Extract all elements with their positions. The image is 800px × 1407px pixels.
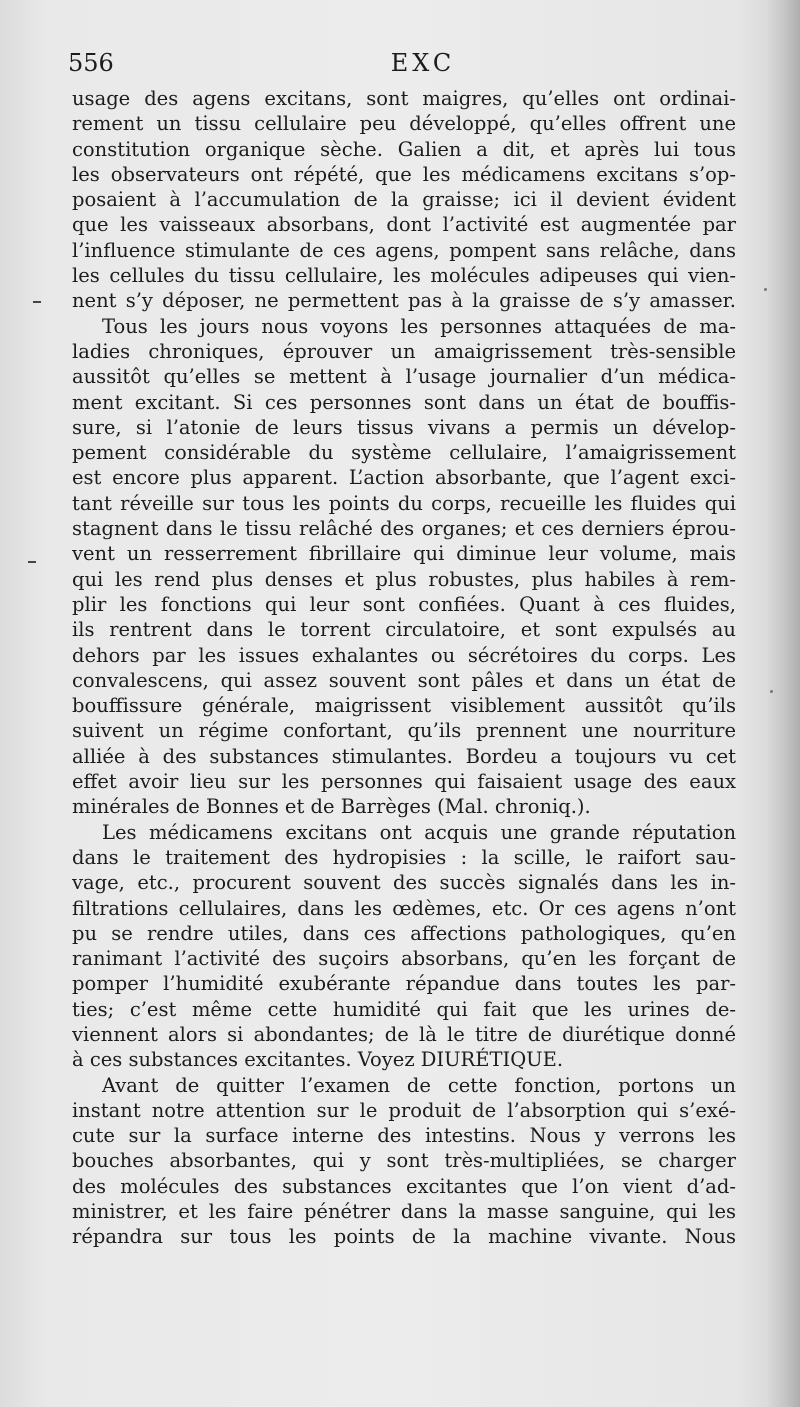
page-number: 556 <box>68 49 114 77</box>
text-line: dans le traitement des hydropisies : la scille, le raifort sau- <box>72 845 736 869</box>
text-line: les cellules du tissu cellulaire, les molécules adipeuses qui vien- <box>72 264 736 288</box>
running-head: EXC <box>390 49 456 77</box>
text-line: pomper l’humidité exubérante répandue dans toutes les par- <box>72 972 736 996</box>
text-line: plir les fonctions qui leur sont confiées. Quant à ces fluides, <box>72 592 736 616</box>
text-line: rement un tissu cellulaire peu développé, qu’elles offrent une <box>72 112 736 136</box>
text-line: stagnent dans le tissu relâché des organes; et ces derniers éprou- <box>72 517 736 541</box>
paragraph-last-line: à ces substances excitantes. Voyez DIURÉTIQUE. <box>72 1048 564 1072</box>
text-line: bouches absorbantes, qui y sont très-multipliées, se charger <box>72 1149 736 1173</box>
page-gutter-shadow <box>766 0 800 1407</box>
text-line: bouffissure générale, maigrissent visiblement aussitôt qu’ils <box>72 694 736 718</box>
text-line: pement considérable du système cellulaire, l’amaigrissement <box>72 441 736 465</box>
text-line: les observateurs ont répété, que les médicamens excitans s’op- <box>72 162 736 186</box>
body-text <box>72 86 736 1250</box>
text-line: est encore plus apparent. L’action absorbante, que l’agent exci- <box>72 466 736 490</box>
margin-mark <box>33 301 41 303</box>
text-line: convalescens, qui assez souvent sont pâles et dans un état de <box>72 668 736 692</box>
text-line: ladies chroniques, éprouver un amaigrissement très-sensible <box>72 339 736 363</box>
text-line: dehors par les issues exhalantes ou sécrétoires du corps. Les <box>72 643 736 667</box>
text-line: viennent alors si abondantes; de là le titre de diurétique donné <box>72 1022 736 1046</box>
text-line: ranimant l’activité des suçoirs absorbans, qu’en les forçant de <box>72 947 736 971</box>
paragraph-first-line: Les médicamens excitans ont acquis une grande réputation <box>102 820 736 844</box>
text-line: des molécules des substances excitantes que l’on vient d’ad- <box>72 1174 736 1198</box>
text-line: usage des agens excitans, sont maigres, qu’elles ont ordinai- <box>72 87 736 110</box>
text-line: ment excitant. Si ces personnes sont dans un état de bouffis- <box>72 390 736 414</box>
text-line: répandra sur tous les points de la machine vivante. Nous <box>72 1225 736 1249</box>
text-line: ties; c’est même cette humidité qui fait que les urines de- <box>72 997 736 1021</box>
text-line: tant réveille sur tous les points du corps, recueille les fluides qui <box>72 491 736 515</box>
paper-speck <box>764 288 767 291</box>
page-header <box>68 48 740 84</box>
text-line: cute sur la surface interne des intestins. Nous y verrons les <box>72 1124 736 1148</box>
text-line: vage, etc., procurent souvent des succès signalés dans les in- <box>72 871 736 895</box>
paper-speck <box>770 690 773 693</box>
margin-mark <box>28 561 36 563</box>
text-line: l’influence stimulante de ces agens, pompent sans relâche, dans <box>72 238 736 262</box>
text-line: ils rentrent dans le torrent circulatoire, et sont expulsés au <box>72 618 736 642</box>
text-line: ministrer, et les faire pénétrer dans la masse sanguine, qui les <box>72 1200 736 1224</box>
text-line: alliée à des substances stimulantes. Bordeu a toujours vu cet <box>72 744 736 768</box>
text-line: instant notre attention sur le produit de l’absorption qui s’exé- <box>72 1098 736 1122</box>
text-line: qui les rend plus denses et plus robustes, plus habiles à rem- <box>72 567 736 591</box>
text-line: effet avoir lieu sur les personnes qui faisaient usage des eaux <box>72 770 736 794</box>
text-line: que les vaisseaux absorbans, dont l’activité est augmentée par <box>72 213 736 237</box>
text-line: vent un resserrement fibrillaire qui diminue leur volume, mais <box>72 542 736 566</box>
text-line: sure, si l’atonie de leurs tissus vivans a permis un dévelop- <box>72 415 736 439</box>
paragraph-first-line: Avant de quitter l’examen de cette fonction, portons un <box>102 1073 736 1097</box>
text-line: nent s’y déposer, ne permettent pas à la graisse de s’y amasser. <box>72 289 736 313</box>
text-line: aussitôt qu’elles se mettent à l’usage journalier d’un médica- <box>72 365 736 389</box>
paragraph-first-line: Tous les jours nous voyons les personnes attaquées de ma- <box>102 314 736 338</box>
text-line: filtrations cellulaires, dans les œdèmes, etc. Or ces agens n’ont <box>72 896 736 920</box>
paragraph-last-line: minérales de Bonnes et de Barrèges (Mal. chroniq.). <box>72 795 591 819</box>
text-line: posaient à l’accumulation de la graisse; ici il devient évident <box>72 188 736 212</box>
text-line: pu se rendre utiles, dans ces affections pathologiques, qu’en <box>72 921 736 945</box>
text-line: suivent un régime confortant, qu’ils prennent une nourriture <box>72 719 736 743</box>
text-line: constitution organique sèche. Galien a dit, et après lui tous <box>72 137 736 161</box>
